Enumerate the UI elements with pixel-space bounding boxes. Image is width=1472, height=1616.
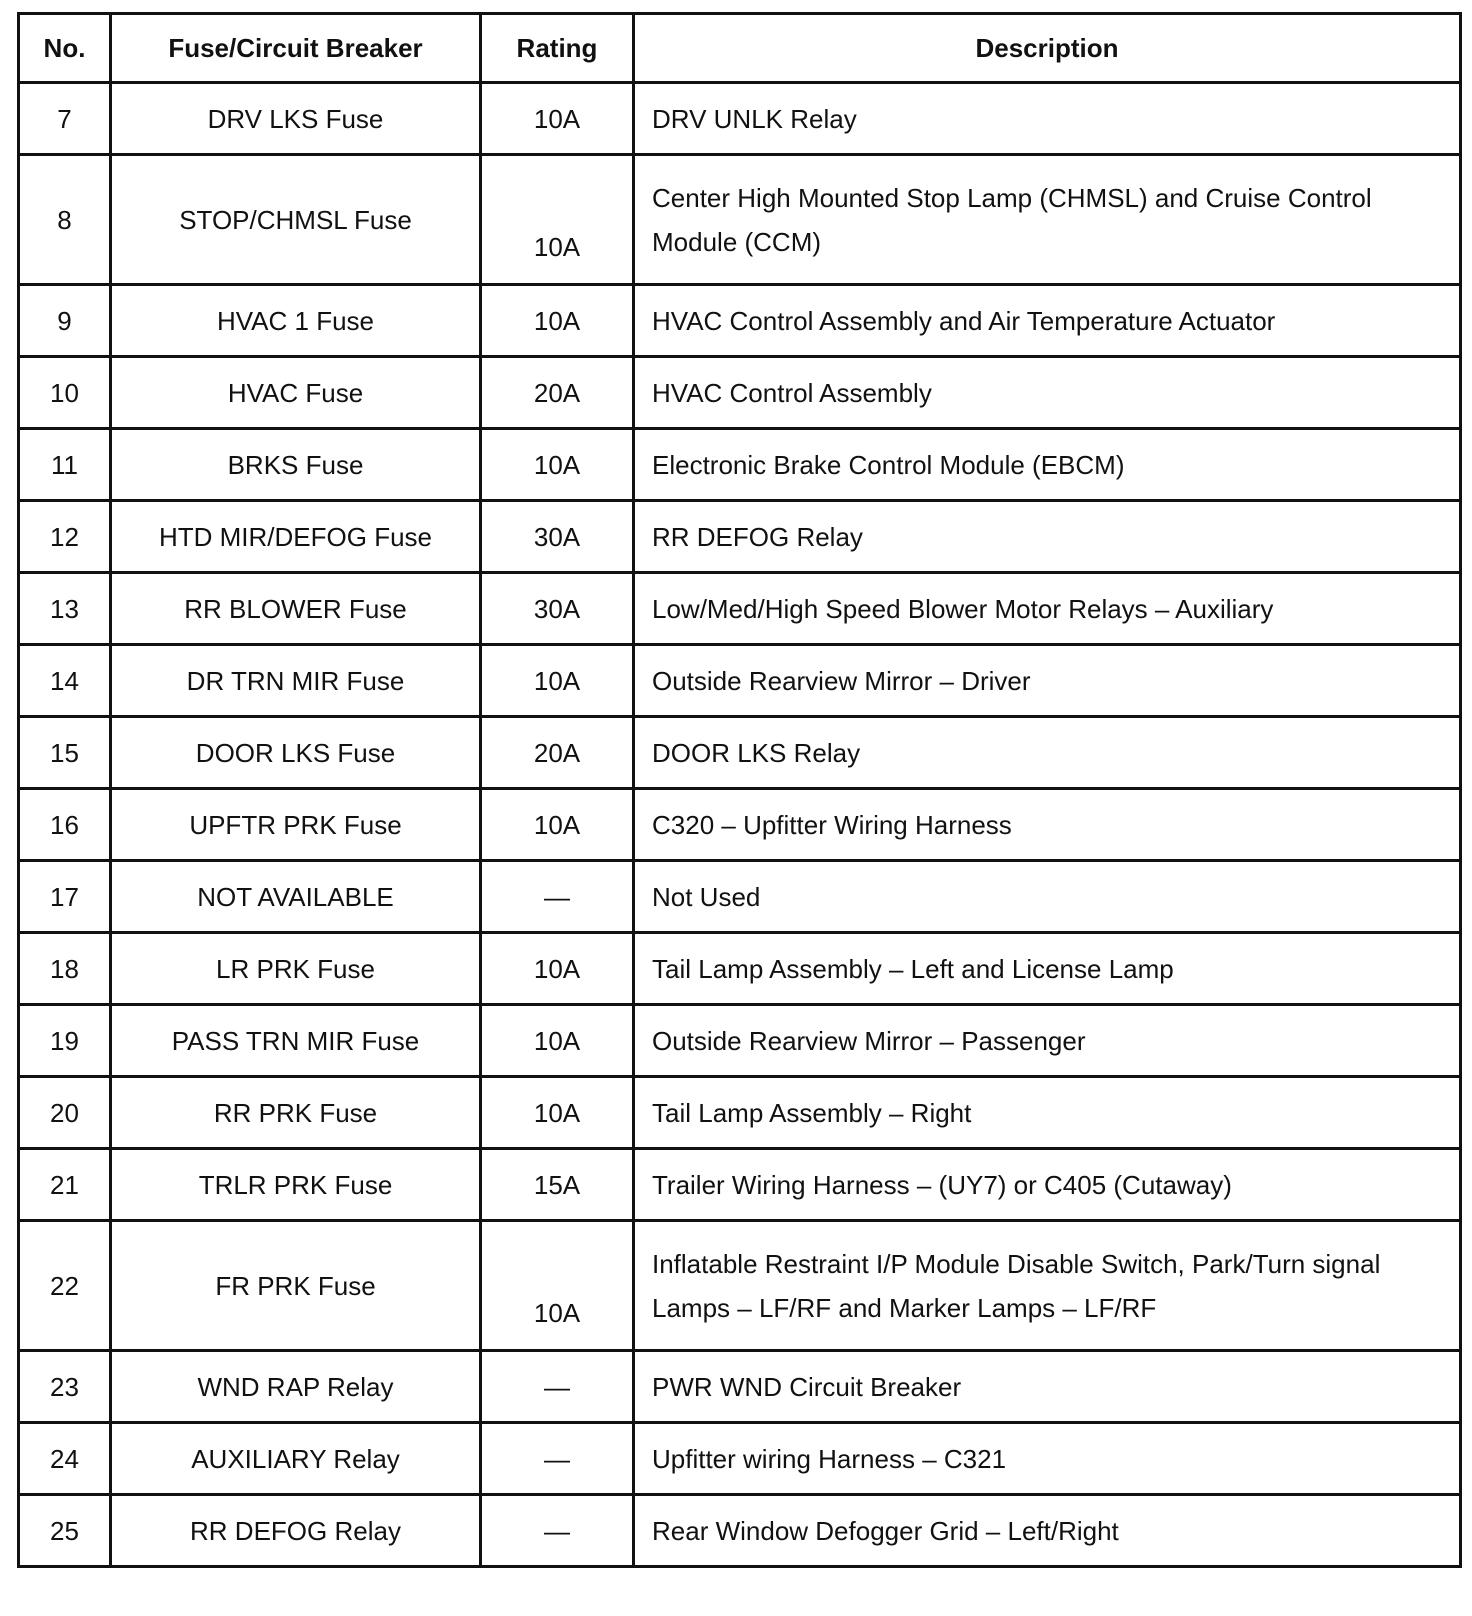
cell-rating: 20A	[481, 357, 634, 429]
cell-fuse: BRKS Fuse	[111, 429, 481, 501]
cell-fuse: STOP/CHMSL Fuse	[111, 155, 481, 285]
fuse-table	[17, 12, 1462, 1568]
cell-description: HVAC Control Assembly and Air Temperature Actuator	[634, 285, 1461, 357]
cell-no: 25	[19, 1495, 111, 1567]
cell-fuse: RR PRK Fuse	[111, 1077, 481, 1149]
cell-fuse: DOOR LKS Fuse	[111, 717, 481, 789]
table-row	[19, 717, 1461, 789]
cell-description: Electronic Brake Control Module (EBCM)	[634, 429, 1461, 501]
cell-rating: 10A	[481, 933, 634, 1005]
cell-no: 10	[19, 357, 111, 429]
cell-fuse: FR PRK Fuse	[111, 1221, 481, 1351]
table-row	[19, 285, 1461, 357]
cell-rating: —	[481, 1423, 634, 1495]
header-description: Description	[634, 14, 1461, 83]
cell-no: 20	[19, 1077, 111, 1149]
cell-fuse: RR BLOWER Fuse	[111, 573, 481, 645]
cell-rating: 15A	[481, 1149, 634, 1221]
header-row	[19, 14, 1461, 83]
cell-rating: 30A	[481, 501, 634, 573]
cell-description: Outside Rearview Mirror – Passenger	[634, 1005, 1461, 1077]
cell-rating: 10A	[481, 1221, 634, 1351]
cell-no: 18	[19, 933, 111, 1005]
cell-rating: —	[481, 861, 634, 933]
table-row	[19, 1005, 1461, 1077]
cell-no: 14	[19, 645, 111, 717]
cell-fuse: DR TRN MIR Fuse	[111, 645, 481, 717]
cell-rating: 20A	[481, 717, 634, 789]
cell-no: 7	[19, 83, 111, 155]
cell-no: 17	[19, 861, 111, 933]
cell-description: HVAC Control Assembly	[634, 357, 1461, 429]
cell-no: 16	[19, 789, 111, 861]
cell-rating: 10A	[481, 429, 634, 501]
table-row	[19, 83, 1461, 155]
cell-no: 23	[19, 1351, 111, 1423]
cell-description: PWR WND Circuit Breaker	[634, 1351, 1461, 1423]
table-row	[19, 789, 1461, 861]
cell-fuse: TRLR PRK Fuse	[111, 1149, 481, 1221]
cell-rating: —	[481, 1351, 634, 1423]
table-row	[19, 429, 1461, 501]
cell-fuse: HTD MIR/DEFOG Fuse	[111, 501, 481, 573]
table-row	[19, 573, 1461, 645]
cell-rating: 10A	[481, 83, 634, 155]
cell-rating: 30A	[481, 573, 634, 645]
cell-description: DOOR LKS Relay	[634, 717, 1461, 789]
cell-description: C320 – Upfitter Wiring Harness	[634, 789, 1461, 861]
table-row	[19, 1149, 1461, 1221]
cell-no: 19	[19, 1005, 111, 1077]
table-row	[19, 501, 1461, 573]
table-row	[19, 1351, 1461, 1423]
cell-no: 22	[19, 1221, 111, 1351]
table-row	[19, 357, 1461, 429]
cell-description: Low/Med/High Speed Blower Motor Relays – Auxiliary	[634, 573, 1461, 645]
cell-rating: 10A	[481, 1005, 634, 1077]
cell-description: RR DEFOG Relay	[634, 501, 1461, 573]
cell-fuse: NOT AVAILABLE	[111, 861, 481, 933]
cell-no: 12	[19, 501, 111, 573]
table-row	[19, 1077, 1461, 1149]
cell-description: DRV UNLK Relay	[634, 83, 1461, 155]
cell-rating: 10A	[481, 285, 634, 357]
cell-description: Center High Mounted Stop Lamp (CHMSL) and Cruise Control Module (CCM)	[634, 155, 1461, 285]
cell-no: 21	[19, 1149, 111, 1221]
cell-fuse: HVAC 1 Fuse	[111, 285, 481, 357]
table-row	[19, 1423, 1461, 1495]
cell-fuse: RR DEFOG Relay	[111, 1495, 481, 1567]
cell-fuse: UPFTR PRK Fuse	[111, 789, 481, 861]
cell-fuse: AUXILIARY Relay	[111, 1423, 481, 1495]
cell-rating: 10A	[481, 155, 634, 285]
cell-description: Upfitter wiring Harness – C321	[634, 1423, 1461, 1495]
cell-no: 13	[19, 573, 111, 645]
cell-rating: —	[481, 1495, 634, 1567]
cell-rating: 10A	[481, 1077, 634, 1149]
table-row	[19, 933, 1461, 1005]
table-row	[19, 861, 1461, 933]
cell-rating: 10A	[481, 789, 634, 861]
cell-description: Outside Rearview Mirror – Driver	[634, 645, 1461, 717]
cell-description: Not Used	[634, 861, 1461, 933]
cell-description: Tail Lamp Assembly – Left and License Lamp	[634, 933, 1461, 1005]
table-row	[19, 1221, 1461, 1351]
cell-no: 8	[19, 155, 111, 285]
cell-fuse: DRV LKS Fuse	[111, 83, 481, 155]
cell-fuse: LR PRK Fuse	[111, 933, 481, 1005]
cell-fuse: HVAC Fuse	[111, 357, 481, 429]
cell-no: 9	[19, 285, 111, 357]
header-rating: Rating	[481, 14, 634, 83]
table-row	[19, 645, 1461, 717]
cell-fuse: PASS TRN MIR Fuse	[111, 1005, 481, 1077]
cell-no: 15	[19, 717, 111, 789]
header-no: No.	[19, 14, 111, 83]
table-row	[19, 1495, 1461, 1567]
cell-description: Inflatable Restraint I/P Module Disable Switch, Park/Turn signal Lamps – LF/RF and Marker Lamps – LF/RF	[634, 1221, 1461, 1351]
cell-description: Rear Window Defogger Grid – Left/Right	[634, 1495, 1461, 1567]
cell-rating: 10A	[481, 645, 634, 717]
cell-no: 24	[19, 1423, 111, 1495]
cell-description: Tail Lamp Assembly – Right	[634, 1077, 1461, 1149]
header-fuse: Fuse/Circuit Breaker	[111, 14, 481, 83]
table-row	[19, 155, 1461, 285]
cell-description: Trailer Wiring Harness – (UY7) or C405 (Cutaway)	[634, 1149, 1461, 1221]
cell-no: 11	[19, 429, 111, 501]
cell-fuse: WND RAP Relay	[111, 1351, 481, 1423]
